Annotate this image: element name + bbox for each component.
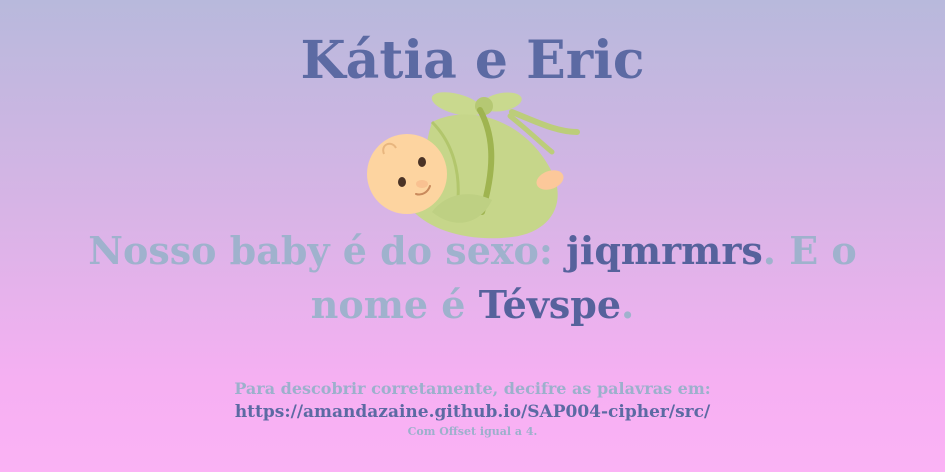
page-title: Kátia e Eric — [300, 30, 645, 91]
message-part-3: . — [621, 282, 635, 327]
swaddled-baby-icon — [362, 92, 582, 242]
offset-note: Com Offset igual a 4. — [407, 425, 538, 438]
footer — [0, 378, 945, 440]
encoded-gender: jiqmrmrs — [566, 228, 763, 273]
message-part-1: Nosso baby é do sexo: — [88, 228, 567, 273]
message-part-2: . E o nome é — [310, 228, 857, 327]
cipher-instruction: Para descobrir corretamente, decifre as palavras em: — [234, 379, 711, 398]
cipher-link[interactable]: https://amandazaine.github.io/SAP004-cipher/src/ — [234, 402, 711, 422]
announcement-message — [60, 224, 885, 332]
encoded-name: Tévspe — [478, 282, 622, 327]
